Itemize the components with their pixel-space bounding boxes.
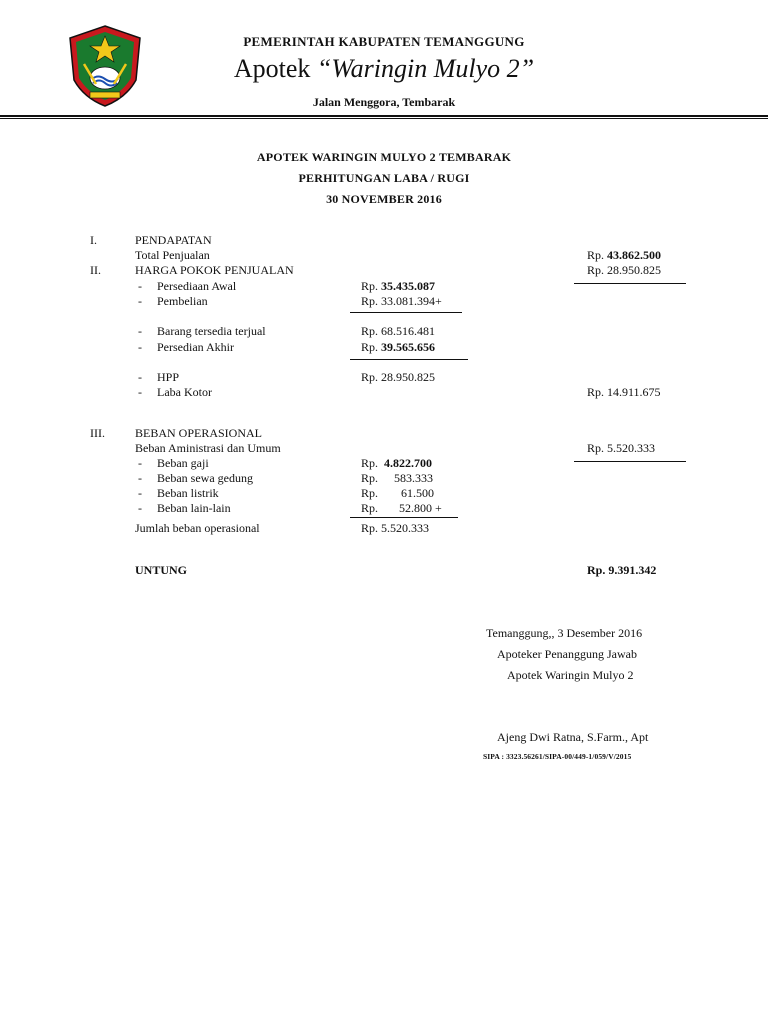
item-dash: -: [138, 471, 142, 485]
beban-sewa-label: Beban sewa gedung: [157, 471, 253, 485]
item-dash: -: [138, 385, 142, 399]
sum-rule: [350, 359, 468, 360]
beban-sewa-rp: Rp.: [361, 471, 379, 485]
section-number-1: I.: [90, 233, 97, 247]
beban-gaji-label: Beban gaji: [157, 456, 209, 470]
pharmacy-name: [0, 54, 768, 84]
report-title-date: 30 NOVEMBER 2016: [326, 192, 442, 206]
barang-tersedia-amount: 68.516.481: [381, 324, 436, 338]
item-dash: -: [138, 370, 142, 384]
rp-prefix: Rp.: [361, 324, 379, 338]
total-penjualan-amount: 43.862.500: [607, 248, 662, 262]
untung-label: UNTUNG: [135, 563, 188, 577]
beban-sewa-amount: 583.333: [394, 471, 433, 485]
section-heading-beban: BEBAN OPERASIONAL: [135, 426, 263, 440]
pembelian-value: [361, 294, 442, 309]
sum-rule: [350, 517, 458, 518]
total-penjualan-label: Total Penjualan: [135, 248, 210, 262]
report-title-org: APOTEK WARINGIN MULYO 2 TEMBARAK: [256, 150, 512, 164]
persediaan-awal-value: [361, 279, 435, 294]
section-number-2: II.: [90, 263, 101, 277]
item-dash: -: [138, 456, 142, 470]
jumlah-beban-value: Rp. 5.520.333: [361, 521, 430, 535]
government-heading: PEMERINTAH KABUPATEN TEMANGGUNG: [243, 34, 525, 49]
beban-lain-amount: 52.800 +: [399, 501, 442, 515]
jumlah-beban-label: Jumlah beban operasional: [135, 521, 260, 535]
hpp-amount: 28.950.825: [381, 370, 436, 384]
signature-sipa: SIPA : 3323.56261/SIPA-00/449-1/059/V/2015: [483, 752, 632, 761]
rp-prefix: Rp.: [361, 294, 379, 308]
hpp-heading-value: Rp. 28.950.825: [587, 263, 662, 277]
pharmacy-name-quoted: “Waringin Mulyo 2”: [316, 54, 535, 83]
rp-prefix: Rp.: [361, 370, 379, 384]
letterhead-rule-thick: [0, 115, 768, 117]
section-number-3: III.: [90, 426, 105, 440]
item-dash: -: [138, 294, 142, 308]
beban-admin-value: Rp. 5.520.333: [587, 441, 656, 455]
total-penjualan-value: [587, 248, 661, 263]
letterhead-rule-thin: [0, 118, 768, 119]
rp-prefix: Rp.: [587, 248, 605, 262]
rp-prefix: Rp.: [361, 340, 379, 354]
item-dash: -: [138, 486, 142, 500]
signature-org: Apotek Waringin Mulyo 2: [507, 668, 634, 682]
signature-place-date: Temanggung,, 3 Desember 2016: [486, 626, 643, 640]
beban-listrik-rp: Rp.: [361, 486, 379, 500]
persedian-akhir-label: Persedian Akhir: [157, 340, 234, 354]
pembelian-amount: 33.081.394+: [381, 294, 442, 308]
item-dash: -: [138, 279, 142, 293]
signature-name: Ajeng Dwi Ratna, S.Farm., Apt: [497, 730, 649, 744]
hpp-value: [361, 370, 435, 385]
persedian-akhir-amount: 39.565.656: [381, 340, 436, 354]
signature-role: Apoteker Penanggung Jawab: [497, 647, 637, 661]
untung-value: Rp. 9.391.342: [587, 563, 657, 577]
laba-kotor-label: Laba Kotor: [157, 385, 212, 399]
item-dash: -: [138, 324, 142, 338]
item-dash: -: [138, 340, 142, 354]
section-heading-pendapatan: PENDAPATAN: [135, 233, 212, 247]
barang-tersedia-value: [361, 324, 435, 339]
rp-prefix: Rp.: [361, 279, 379, 293]
beban-gaji-rp: Rp.: [361, 456, 379, 470]
barang-tersedia-label: Barang tersedia terjual: [157, 324, 266, 338]
sum-rule: [574, 283, 686, 284]
sum-rule: [350, 312, 462, 313]
persedian-akhir-value: [361, 340, 435, 355]
pharmacy-address: Jalan Menggora, Tembarak: [312, 95, 456, 109]
hpp-label: HPP: [157, 370, 180, 384]
beban-listrik-amount: 61.500: [401, 486, 434, 500]
beban-admin-label: Beban Aministrasi dan Umum: [135, 441, 281, 455]
beban-lain-rp: Rp.: [361, 501, 379, 515]
item-dash: -: [138, 501, 142, 515]
beban-lain-label: Beban lain-lain: [157, 501, 231, 515]
persediaan-awal-label: Persediaan Awal: [157, 279, 237, 293]
beban-gaji-amount: 4.822.700: [384, 456, 432, 470]
section-heading-hpp: HARGA POKOK PENJUALAN: [135, 263, 294, 277]
persediaan-awal-amount: 35.435.087: [381, 279, 436, 293]
sum-rule: [574, 461, 686, 462]
pharmacy-name-prefix: Apotek: [233, 54, 311, 83]
report-title-type: PERHITUNGAN LABA / RUGI: [298, 171, 470, 185]
laba-kotor-value: Rp. 14.911.675: [587, 385, 661, 399]
beban-listrik-label: Beban listrik: [157, 486, 219, 500]
pembelian-label: Pembelian: [157, 294, 208, 308]
